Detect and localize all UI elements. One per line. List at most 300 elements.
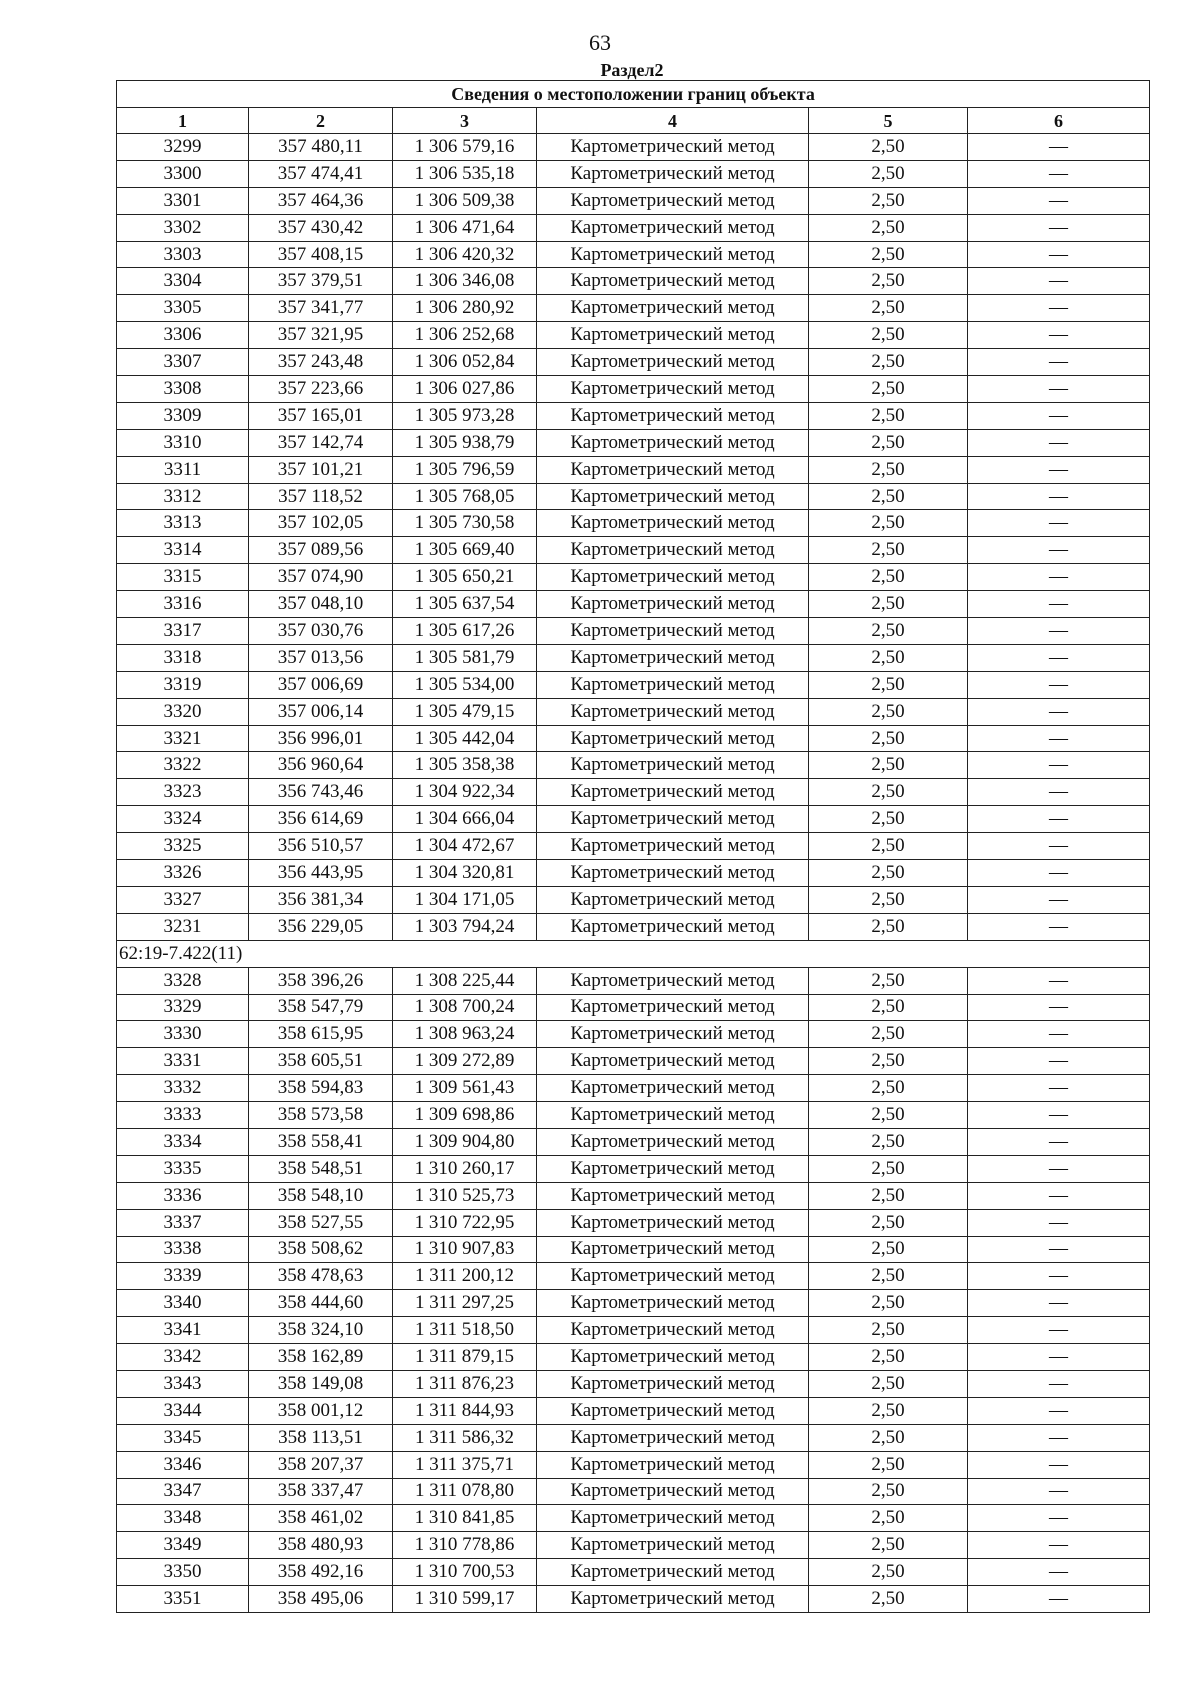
column-number: 6 bbox=[968, 108, 1150, 134]
precision-cell: 2,50 bbox=[809, 1290, 968, 1317]
table-header bbox=[117, 81, 1150, 134]
point-number-cell: 3335 bbox=[117, 1155, 249, 1182]
point-number-cell: 3306 bbox=[117, 322, 249, 349]
y-coordinate-cell: 1 305 581,79 bbox=[393, 644, 537, 671]
method-cell: Картометрический метод bbox=[537, 1424, 809, 1451]
x-coordinate-cell: 357 101,21 bbox=[249, 456, 393, 483]
y-coordinate-cell: 1 304 320,81 bbox=[393, 860, 537, 887]
note-cell: — bbox=[968, 1155, 1150, 1182]
precision-cell: 2,50 bbox=[809, 1155, 968, 1182]
y-coordinate-cell: 1 304 922,34 bbox=[393, 779, 537, 806]
note-cell: — bbox=[968, 349, 1150, 376]
precision-cell: 2,50 bbox=[809, 1344, 968, 1371]
x-coordinate-cell: 356 960,64 bbox=[249, 752, 393, 779]
point-number-cell: 3322 bbox=[117, 752, 249, 779]
method-cell: Картометрический метод bbox=[537, 187, 809, 214]
table-row bbox=[117, 1182, 1150, 1209]
point-number-cell: 3307 bbox=[117, 349, 249, 376]
method-cell: Картометрический метод bbox=[537, 214, 809, 241]
caption-row bbox=[117, 81, 1150, 108]
point-number-cell: 3309 bbox=[117, 402, 249, 429]
y-coordinate-cell: 1 309 561,43 bbox=[393, 1075, 537, 1102]
x-coordinate-cell: 357 379,51 bbox=[249, 268, 393, 295]
x-coordinate-cell: 357 074,90 bbox=[249, 564, 393, 591]
y-coordinate-cell: 1 311 876,23 bbox=[393, 1370, 537, 1397]
x-coordinate-cell: 357 118,52 bbox=[249, 483, 393, 510]
x-coordinate-cell: 356 996,01 bbox=[249, 725, 393, 752]
table-row bbox=[117, 295, 1150, 322]
note-cell: — bbox=[968, 1263, 1150, 1290]
point-number-cell: 3304 bbox=[117, 268, 249, 295]
point-number-cell: 3346 bbox=[117, 1451, 249, 1478]
precision-cell: 2,50 bbox=[809, 1505, 968, 1532]
method-cell: Картометрический метод bbox=[537, 1048, 809, 1075]
table-row bbox=[117, 1451, 1150, 1478]
table-row bbox=[117, 644, 1150, 671]
x-coordinate-cell: 356 743,46 bbox=[249, 779, 393, 806]
precision-cell: 2,50 bbox=[809, 1236, 968, 1263]
group-label: 62:19-7.422(11) bbox=[117, 940, 1150, 967]
note-cell: — bbox=[968, 618, 1150, 645]
table-row bbox=[117, 618, 1150, 645]
note-cell: — bbox=[968, 1182, 1150, 1209]
y-coordinate-cell: 1 306 252,68 bbox=[393, 322, 537, 349]
point-number-cell: 3341 bbox=[117, 1317, 249, 1344]
method-cell: Картометрический метод bbox=[537, 402, 809, 429]
table-row bbox=[117, 1128, 1150, 1155]
method-cell: Картометрический метод bbox=[537, 349, 809, 376]
y-coordinate-cell: 1 305 650,21 bbox=[393, 564, 537, 591]
table-body bbox=[117, 134, 1150, 1613]
precision-cell: 2,50 bbox=[809, 214, 968, 241]
y-coordinate-cell: 1 305 534,00 bbox=[393, 671, 537, 698]
x-coordinate-cell: 358 149,08 bbox=[249, 1370, 393, 1397]
point-number-cell: 3329 bbox=[117, 994, 249, 1021]
note-cell: — bbox=[968, 591, 1150, 618]
y-coordinate-cell: 1 309 698,86 bbox=[393, 1102, 537, 1129]
method-cell: Картометрический метод bbox=[537, 967, 809, 994]
x-coordinate-cell: 356 229,05 bbox=[249, 913, 393, 940]
precision-cell: 2,50 bbox=[809, 268, 968, 295]
precision-cell: 2,50 bbox=[809, 806, 968, 833]
note-cell: — bbox=[968, 1586, 1150, 1613]
note-cell: — bbox=[968, 725, 1150, 752]
x-coordinate-cell: 356 614,69 bbox=[249, 806, 393, 833]
point-number-cell: 3299 bbox=[117, 134, 249, 161]
x-coordinate-cell: 357 030,76 bbox=[249, 618, 393, 645]
point-number-cell: 3340 bbox=[117, 1290, 249, 1317]
x-coordinate-cell: 357 142,74 bbox=[249, 429, 393, 456]
note-cell: — bbox=[968, 860, 1150, 887]
x-coordinate-cell: 357 223,66 bbox=[249, 376, 393, 403]
note-cell: — bbox=[968, 752, 1150, 779]
x-coordinate-cell: 358 547,79 bbox=[249, 994, 393, 1021]
x-coordinate-cell: 358 558,41 bbox=[249, 1128, 393, 1155]
precision-cell: 2,50 bbox=[809, 402, 968, 429]
precision-cell: 2,50 bbox=[809, 752, 968, 779]
note-cell: — bbox=[968, 456, 1150, 483]
point-number-cell: 3336 bbox=[117, 1182, 249, 1209]
column-number: 1 bbox=[117, 108, 249, 134]
method-cell: Картометрический метод bbox=[537, 537, 809, 564]
table-row bbox=[117, 402, 1150, 429]
note-cell: — bbox=[968, 671, 1150, 698]
point-number-cell: 3312 bbox=[117, 483, 249, 510]
point-number-cell: 3331 bbox=[117, 1048, 249, 1075]
point-number-cell: 3310 bbox=[117, 429, 249, 456]
precision-cell: 2,50 bbox=[809, 1559, 968, 1586]
table-row bbox=[117, 160, 1150, 187]
point-number-cell: 3350 bbox=[117, 1559, 249, 1586]
table-row bbox=[117, 779, 1150, 806]
x-coordinate-cell: 358 324,10 bbox=[249, 1317, 393, 1344]
table-row bbox=[117, 1317, 1150, 1344]
method-cell: Картометрический метод bbox=[537, 1451, 809, 1478]
point-number-cell: 3316 bbox=[117, 591, 249, 618]
method-cell: Картометрический метод bbox=[537, 564, 809, 591]
table-row bbox=[117, 913, 1150, 940]
precision-cell: 2,50 bbox=[809, 187, 968, 214]
point-number-cell: 3311 bbox=[117, 456, 249, 483]
point-number-cell: 3320 bbox=[117, 698, 249, 725]
table-row bbox=[117, 1532, 1150, 1559]
x-coordinate-cell: 357 464,36 bbox=[249, 187, 393, 214]
x-coordinate-cell: 357 480,11 bbox=[249, 134, 393, 161]
point-number-cell: 3301 bbox=[117, 187, 249, 214]
table-row bbox=[117, 671, 1150, 698]
x-coordinate-cell: 358 495,06 bbox=[249, 1586, 393, 1613]
x-coordinate-cell: 356 443,95 bbox=[249, 860, 393, 887]
method-cell: Картометрический метод bbox=[537, 1290, 809, 1317]
x-coordinate-cell: 357 006,69 bbox=[249, 671, 393, 698]
note-cell: — bbox=[968, 564, 1150, 591]
y-coordinate-cell: 1 306 420,32 bbox=[393, 241, 537, 268]
y-coordinate-cell: 1 306 280,92 bbox=[393, 295, 537, 322]
note-cell: — bbox=[968, 1505, 1150, 1532]
point-number-cell: 3325 bbox=[117, 833, 249, 860]
precision-cell: 2,50 bbox=[809, 1209, 968, 1236]
table-row bbox=[117, 1209, 1150, 1236]
table-row bbox=[117, 1505, 1150, 1532]
precision-cell: 2,50 bbox=[809, 456, 968, 483]
precision-cell: 2,50 bbox=[809, 967, 968, 994]
table-row bbox=[117, 1075, 1150, 1102]
y-coordinate-cell: 1 306 535,18 bbox=[393, 160, 537, 187]
x-coordinate-cell: 358 508,62 bbox=[249, 1236, 393, 1263]
precision-cell: 2,50 bbox=[809, 1102, 968, 1129]
table-row bbox=[117, 1021, 1150, 1048]
group-row bbox=[117, 940, 1150, 967]
point-number-cell: 3337 bbox=[117, 1209, 249, 1236]
table-row bbox=[117, 134, 1150, 161]
table-caption: Сведения о местоположении границ объекта bbox=[117, 81, 1150, 108]
method-cell: Картометрический метод bbox=[537, 1075, 809, 1102]
note-cell: — bbox=[968, 537, 1150, 564]
precision-cell: 2,50 bbox=[809, 322, 968, 349]
method-cell: Картометрический метод bbox=[537, 1209, 809, 1236]
point-number-cell: 3345 bbox=[117, 1424, 249, 1451]
y-coordinate-cell: 1 311 297,25 bbox=[393, 1290, 537, 1317]
precision-cell: 2,50 bbox=[809, 295, 968, 322]
x-coordinate-cell: 358 615,95 bbox=[249, 1021, 393, 1048]
table-row bbox=[117, 591, 1150, 618]
x-coordinate-cell: 358 548,10 bbox=[249, 1182, 393, 1209]
point-number-cell: 3344 bbox=[117, 1397, 249, 1424]
precision-cell: 2,50 bbox=[809, 833, 968, 860]
precision-cell: 2,50 bbox=[809, 994, 968, 1021]
note-cell: — bbox=[968, 1532, 1150, 1559]
table-row bbox=[117, 1478, 1150, 1505]
method-cell: Картометрический метод bbox=[537, 160, 809, 187]
note-cell: — bbox=[968, 187, 1150, 214]
method-cell: Картометрический метод bbox=[537, 1344, 809, 1371]
y-coordinate-cell: 1 311 518,50 bbox=[393, 1317, 537, 1344]
note-cell: — bbox=[968, 913, 1150, 940]
table-row bbox=[117, 967, 1150, 994]
note-cell: — bbox=[968, 1317, 1150, 1344]
table-row bbox=[117, 860, 1150, 887]
column-number-row bbox=[117, 108, 1150, 134]
table-row bbox=[117, 886, 1150, 913]
method-cell: Картометрический метод bbox=[537, 1182, 809, 1209]
note-cell: — bbox=[968, 1370, 1150, 1397]
x-coordinate-cell: 358 605,51 bbox=[249, 1048, 393, 1075]
method-cell: Картометрический метод bbox=[537, 241, 809, 268]
y-coordinate-cell: 1 308 700,24 bbox=[393, 994, 537, 1021]
method-cell: Картометрический метод bbox=[537, 913, 809, 940]
table-row bbox=[117, 1263, 1150, 1290]
precision-cell: 2,50 bbox=[809, 886, 968, 913]
table-row bbox=[117, 1424, 1150, 1451]
x-coordinate-cell: 358 113,51 bbox=[249, 1424, 393, 1451]
y-coordinate-cell: 1 310 700,53 bbox=[393, 1559, 537, 1586]
table-row bbox=[117, 1048, 1150, 1075]
note-cell: — bbox=[968, 806, 1150, 833]
x-coordinate-cell: 358 461,02 bbox=[249, 1505, 393, 1532]
point-number-cell: 3303 bbox=[117, 241, 249, 268]
y-coordinate-cell: 1 305 669,40 bbox=[393, 537, 537, 564]
column-number: 5 bbox=[809, 108, 968, 134]
table-row bbox=[117, 1290, 1150, 1317]
x-coordinate-cell: 358 480,93 bbox=[249, 1532, 393, 1559]
method-cell: Картометрический метод bbox=[537, 295, 809, 322]
x-coordinate-cell: 358 207,37 bbox=[249, 1451, 393, 1478]
method-cell: Картометрический метод bbox=[537, 429, 809, 456]
section-title: Раздел2 bbox=[600, 60, 664, 80]
table-row bbox=[117, 1344, 1150, 1371]
point-number-cell: 3342 bbox=[117, 1344, 249, 1371]
method-cell: Картометрический метод bbox=[537, 1586, 809, 1613]
note-cell: — bbox=[968, 1559, 1150, 1586]
note-cell: — bbox=[968, 1397, 1150, 1424]
note-cell: — bbox=[968, 967, 1150, 994]
method-cell: Картометрический метод bbox=[537, 833, 809, 860]
precision-cell: 2,50 bbox=[809, 860, 968, 887]
table-row bbox=[117, 241, 1150, 268]
x-coordinate-cell: 358 527,55 bbox=[249, 1209, 393, 1236]
x-coordinate-cell: 357 408,15 bbox=[249, 241, 393, 268]
point-number-cell: 3323 bbox=[117, 779, 249, 806]
point-number-cell: 3313 bbox=[117, 510, 249, 537]
precision-cell: 2,50 bbox=[809, 1586, 968, 1613]
y-coordinate-cell: 1 309 272,89 bbox=[393, 1048, 537, 1075]
y-coordinate-cell: 1 303 794,24 bbox=[393, 913, 537, 940]
table-row bbox=[117, 376, 1150, 403]
method-cell: Картометрический метод bbox=[537, 1263, 809, 1290]
x-coordinate-cell: 357 165,01 bbox=[249, 402, 393, 429]
precision-cell: 2,50 bbox=[809, 1263, 968, 1290]
method-cell: Картометрический метод bbox=[537, 1370, 809, 1397]
x-coordinate-cell: 358 001,12 bbox=[249, 1397, 393, 1424]
method-cell: Картометрический метод bbox=[537, 510, 809, 537]
x-coordinate-cell: 357 013,56 bbox=[249, 644, 393, 671]
point-number-cell: 3330 bbox=[117, 1021, 249, 1048]
point-number-cell: 3334 bbox=[117, 1128, 249, 1155]
precision-cell: 2,50 bbox=[809, 349, 968, 376]
table-row bbox=[117, 564, 1150, 591]
precision-cell: 2,50 bbox=[809, 1397, 968, 1424]
table-row bbox=[117, 268, 1150, 295]
y-coordinate-cell: 1 304 472,67 bbox=[393, 833, 537, 860]
y-coordinate-cell: 1 306 346,08 bbox=[393, 268, 537, 295]
y-coordinate-cell: 1 305 938,79 bbox=[393, 429, 537, 456]
page-number: 63 bbox=[589, 30, 611, 55]
table-row bbox=[117, 994, 1150, 1021]
y-coordinate-cell: 1 310 778,86 bbox=[393, 1532, 537, 1559]
y-coordinate-cell: 1 311 078,80 bbox=[393, 1478, 537, 1505]
note-cell: — bbox=[968, 402, 1150, 429]
method-cell: Картометрический метод bbox=[537, 268, 809, 295]
y-coordinate-cell: 1 305 768,05 bbox=[393, 483, 537, 510]
y-coordinate-cell: 1 310 907,83 bbox=[393, 1236, 537, 1263]
x-coordinate-cell: 357 243,48 bbox=[249, 349, 393, 376]
column-number: 3 bbox=[393, 108, 537, 134]
y-coordinate-cell: 1 305 479,15 bbox=[393, 698, 537, 725]
y-coordinate-cell: 1 310 525,73 bbox=[393, 1182, 537, 1209]
precision-cell: 2,50 bbox=[809, 644, 968, 671]
method-cell: Картометрический метод bbox=[537, 322, 809, 349]
table-row bbox=[117, 537, 1150, 564]
method-cell: Картометрический метод bbox=[537, 806, 809, 833]
precision-cell: 2,50 bbox=[809, 1075, 968, 1102]
point-number-cell: 3317 bbox=[117, 618, 249, 645]
y-coordinate-cell: 1 310 841,85 bbox=[393, 1505, 537, 1532]
point-number-cell: 3300 bbox=[117, 160, 249, 187]
method-cell: Картометрический метод bbox=[537, 1478, 809, 1505]
note-cell: — bbox=[968, 1209, 1150, 1236]
point-number-cell: 3319 bbox=[117, 671, 249, 698]
note-cell: — bbox=[968, 429, 1150, 456]
point-number-cell: 3314 bbox=[117, 537, 249, 564]
y-coordinate-cell: 1 305 730,58 bbox=[393, 510, 537, 537]
precision-cell: 2,50 bbox=[809, 160, 968, 187]
table-row bbox=[117, 1397, 1150, 1424]
method-cell: Картометрический метод bbox=[537, 1317, 809, 1344]
x-coordinate-cell: 358 337,47 bbox=[249, 1478, 393, 1505]
note-cell: — bbox=[968, 1021, 1150, 1048]
note-cell: — bbox=[968, 779, 1150, 806]
method-cell: Картометрический метод bbox=[537, 1236, 809, 1263]
point-number-cell: 3321 bbox=[117, 725, 249, 752]
note-cell: — bbox=[968, 644, 1150, 671]
point-number-cell: 3308 bbox=[117, 376, 249, 403]
precision-cell: 2,50 bbox=[809, 671, 968, 698]
x-coordinate-cell: 358 478,63 bbox=[249, 1263, 393, 1290]
x-coordinate-cell: 358 396,26 bbox=[249, 967, 393, 994]
point-number-cell: 3327 bbox=[117, 886, 249, 913]
note-cell: — bbox=[968, 1075, 1150, 1102]
x-coordinate-cell: 357 006,14 bbox=[249, 698, 393, 725]
y-coordinate-cell: 1 310 722,95 bbox=[393, 1209, 537, 1236]
y-coordinate-cell: 1 311 879,15 bbox=[393, 1344, 537, 1371]
note-cell: — bbox=[968, 1451, 1150, 1478]
y-coordinate-cell: 1 305 796,59 bbox=[393, 456, 537, 483]
note-cell: — bbox=[968, 1048, 1150, 1075]
note-cell: — bbox=[968, 886, 1150, 913]
method-cell: Картометрический метод bbox=[537, 779, 809, 806]
table-row bbox=[117, 214, 1150, 241]
y-coordinate-cell: 1 306 027,86 bbox=[393, 376, 537, 403]
note-cell: — bbox=[968, 268, 1150, 295]
table-row bbox=[117, 322, 1150, 349]
precision-cell: 2,50 bbox=[809, 591, 968, 618]
method-cell: Картометрический метод bbox=[537, 376, 809, 403]
note-cell: — bbox=[968, 1236, 1150, 1263]
y-coordinate-cell: 1 308 963,24 bbox=[393, 1021, 537, 1048]
precision-cell: 2,50 bbox=[809, 1532, 968, 1559]
method-cell: Картометрический метод bbox=[537, 456, 809, 483]
precision-cell: 2,50 bbox=[809, 483, 968, 510]
method-cell: Картометрический метод bbox=[537, 1102, 809, 1129]
note-cell: — bbox=[968, 1478, 1150, 1505]
precision-cell: 2,50 bbox=[809, 1478, 968, 1505]
precision-cell: 2,50 bbox=[809, 1370, 968, 1397]
y-coordinate-cell: 1 309 904,80 bbox=[393, 1128, 537, 1155]
method-cell: Картометрический метод bbox=[537, 134, 809, 161]
point-number-cell: 3318 bbox=[117, 644, 249, 671]
precision-cell: 2,50 bbox=[809, 1182, 968, 1209]
note-cell: — bbox=[968, 698, 1150, 725]
table-row bbox=[117, 1559, 1150, 1586]
table-row bbox=[117, 187, 1150, 214]
x-coordinate-cell: 357 102,05 bbox=[249, 510, 393, 537]
table-row bbox=[117, 833, 1150, 860]
point-number-cell: 3349 bbox=[117, 1532, 249, 1559]
note-cell: — bbox=[968, 134, 1150, 161]
note-cell: — bbox=[968, 241, 1150, 268]
point-number-cell: 3231 bbox=[117, 913, 249, 940]
method-cell: Картометрический метод bbox=[537, 1021, 809, 1048]
note-cell: — bbox=[968, 1344, 1150, 1371]
y-coordinate-cell: 1 308 225,44 bbox=[393, 967, 537, 994]
note-cell: — bbox=[968, 994, 1150, 1021]
method-cell: Картометрический метод bbox=[537, 752, 809, 779]
table-row bbox=[117, 806, 1150, 833]
precision-cell: 2,50 bbox=[809, 725, 968, 752]
precision-cell: 2,50 bbox=[809, 1451, 968, 1478]
precision-cell: 2,50 bbox=[809, 510, 968, 537]
table-row bbox=[117, 698, 1150, 725]
precision-cell: 2,50 bbox=[809, 779, 968, 806]
precision-cell: 2,50 bbox=[809, 1128, 968, 1155]
point-number-cell: 3305 bbox=[117, 295, 249, 322]
y-coordinate-cell: 1 311 586,32 bbox=[393, 1424, 537, 1451]
x-coordinate-cell: 357 089,56 bbox=[249, 537, 393, 564]
x-coordinate-cell: 357 430,42 bbox=[249, 214, 393, 241]
note-cell: — bbox=[968, 1290, 1150, 1317]
boundary-table bbox=[116, 80, 1150, 1613]
method-cell: Картометрический метод bbox=[537, 591, 809, 618]
